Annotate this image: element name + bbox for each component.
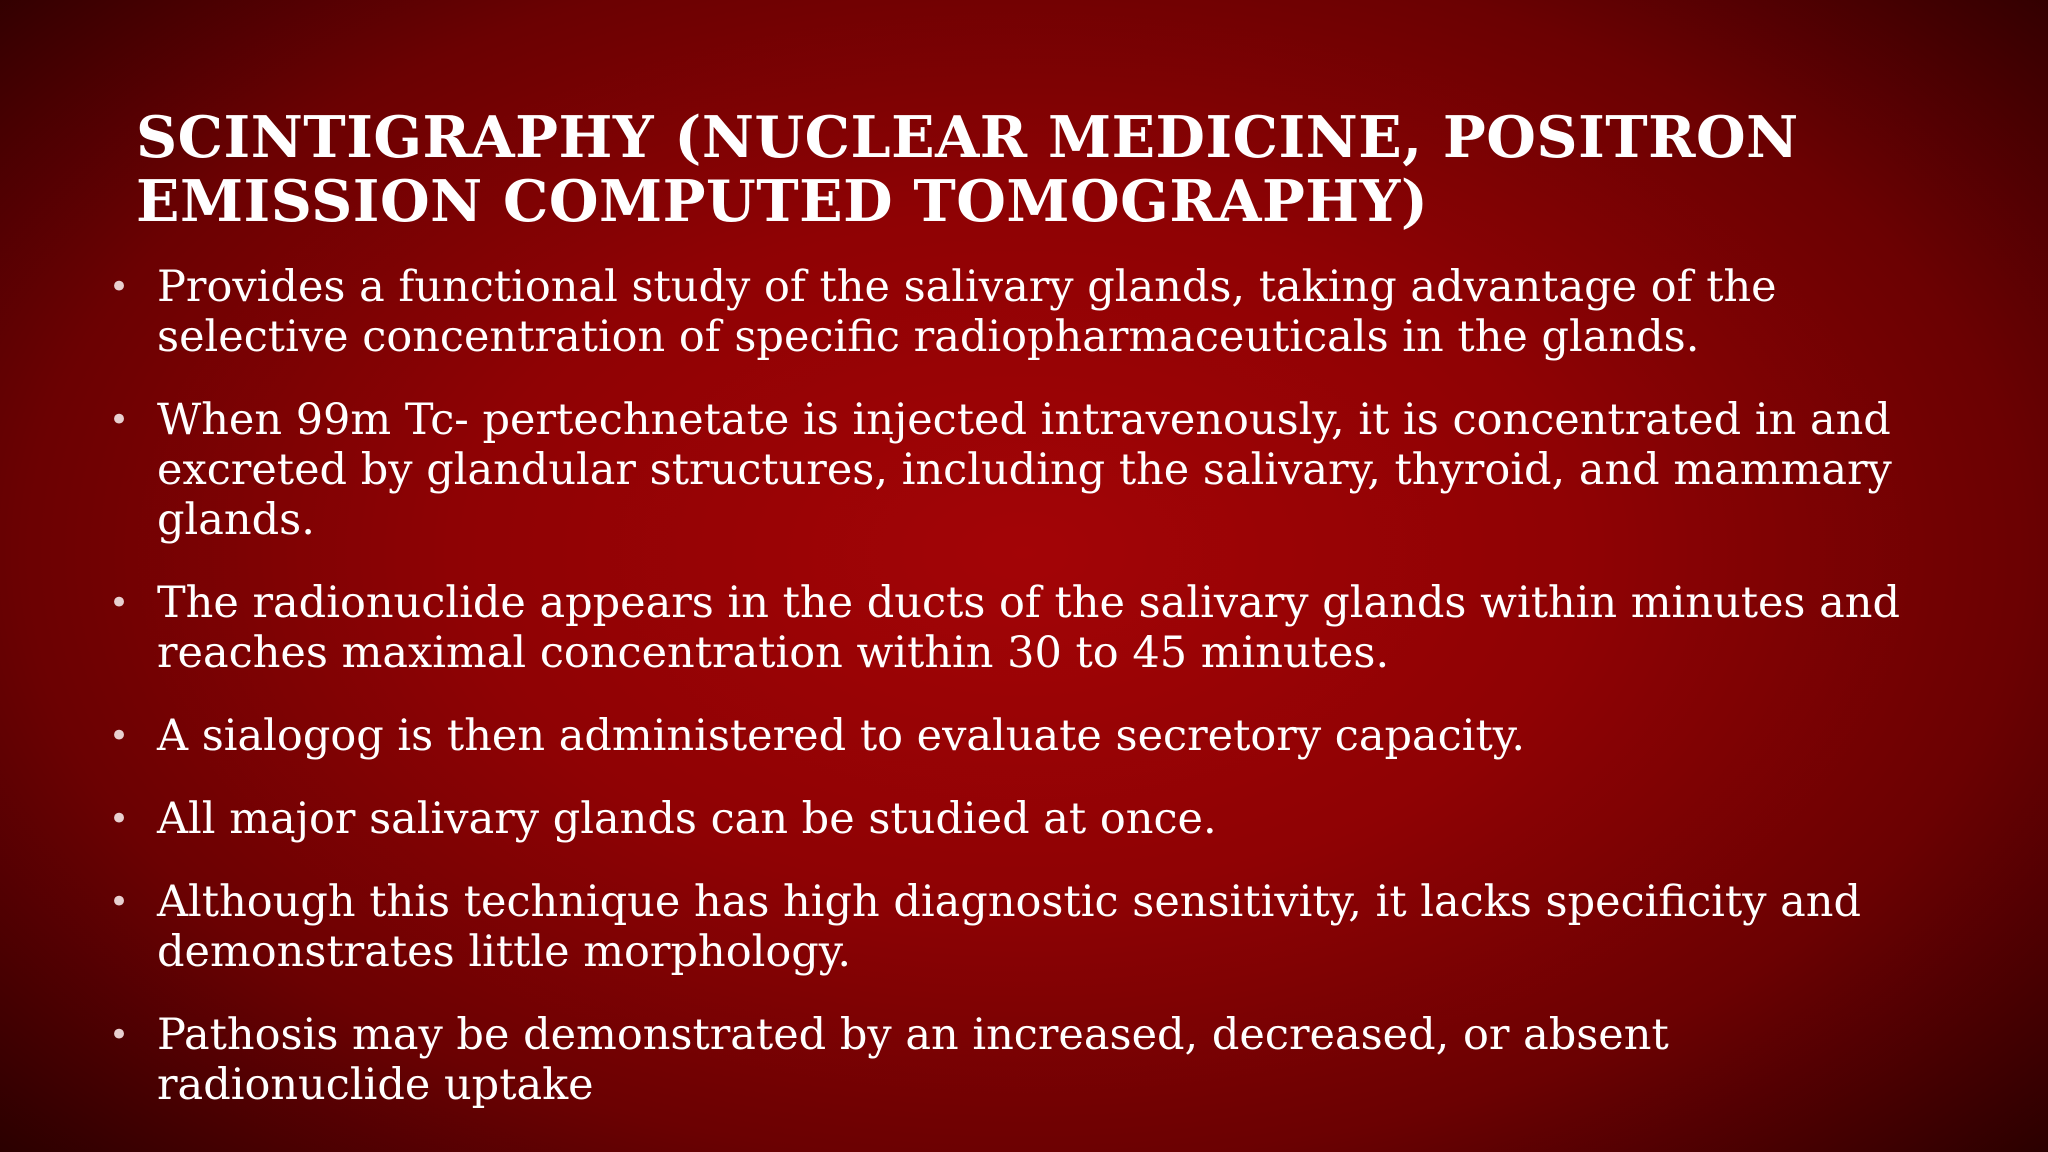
- slide-title: SCINTIGRAPHY (NUCLEAR MEDICINE, POSITRON EMISSION COMPUTED TOMOGRAPHY): [136, 104, 1799, 235]
- bullet-item: [106, 578, 1906, 678]
- bullet-text: All major salivary glands can be studied at once.: [157, 794, 1217, 844]
- bullet-item: [106, 262, 1906, 362]
- bullet-marker: •: [109, 882, 130, 922]
- bullet-text: A sialogog is then administered to evaluate secretory capacity.: [157, 711, 1526, 761]
- bullet-item: [106, 711, 1906, 761]
- bullet-marker: •: [109, 400, 130, 440]
- bullet-list: [106, 262, 1906, 1143]
- bullet-text: Pathosis may be demonstrated by an increased, decreased, or absent radionuclide uptake: [157, 1010, 1669, 1110]
- bullet-text: Provides a functional study of the salivary glands, taking advantage of the selective concentration of specific radiopharmaceuticals in the glands.: [157, 262, 1777, 362]
- bullet-item: [106, 877, 1906, 977]
- bullet-text: Although this technique has high diagnostic sensitivity, it lacks specificity and demonstrates little morphology.: [157, 877, 1862, 977]
- bullet-marker: •: [109, 1015, 130, 1055]
- bullet-item: [106, 1010, 1906, 1110]
- bullet-marker: •: [109, 716, 130, 756]
- bullet-marker: •: [109, 583, 130, 623]
- bullet-text: When 99m Tc- pertechnetate is injected intravenously, it is concentrated in and excreted by glandular structures, including the salivary, thyroid, and mammary glands.: [157, 395, 1892, 545]
- bullet-item: [106, 794, 1906, 844]
- bullet-marker: •: [109, 799, 130, 839]
- bullet-text: The radionuclide appears in the ducts of the salivary glands within minutes and reaches maximal concentration within 30 to 45 minutes.: [157, 578, 1901, 678]
- bullet-marker: •: [109, 267, 130, 307]
- bullet-item: [106, 395, 1906, 545]
